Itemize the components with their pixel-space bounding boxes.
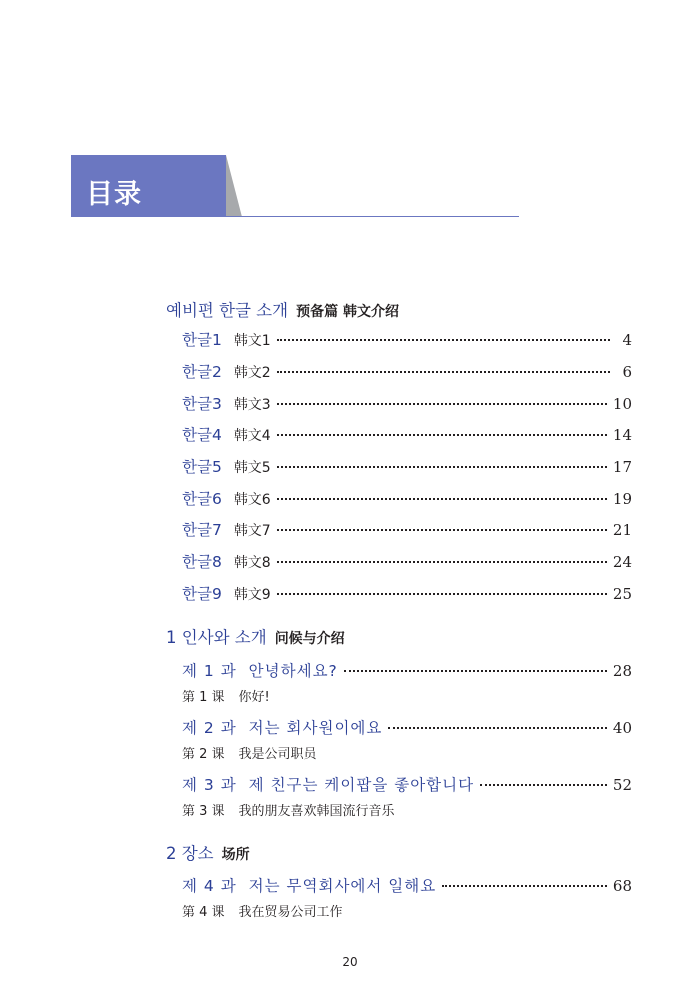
entry-label: 한글6 [182,490,222,508]
entry-page: 25 [612,585,632,603]
lesson-title: 저는 무역회사에서 일해요 [248,877,437,895]
dot-leader [277,497,607,500]
toc-entry[interactable] [182,773,632,793]
entry-label: 한글4 [182,426,222,444]
entry-page: 21 [612,521,632,539]
entry-label: 한글2 [182,363,222,381]
lesson-title: 저는 회사원이에요 [248,719,383,737]
lesson-subtitle [182,901,343,920]
lesson-title: 제 친구는 케이팝을 좋아합니다 [248,776,475,794]
lesson-label: 제 3 과 [182,776,237,794]
entry-label: 한글9 [182,585,222,603]
dot-leader [277,433,607,436]
toc-entry[interactable] [182,518,632,538]
toc-entry[interactable] [182,659,632,679]
lesson-label: 제 2 과 [182,719,237,737]
page-title: 目录 [86,179,142,210]
lesson-label-cn: 第 1 课 [182,690,225,705]
entry-page: 68 [612,877,632,895]
dot-leader [442,884,607,887]
dot-leader [277,402,607,405]
dot-leader [277,560,607,563]
lesson-title-cn: 我在贸易公司工作 [238,905,343,920]
section-title-cn: 场所 [221,847,250,863]
lesson-label-cn: 第 2 课 [182,747,225,762]
lesson-subtitle [182,800,395,819]
entry-label: 한글8 [182,553,222,571]
toc-entry[interactable] [182,582,632,602]
dot-leader [388,726,607,729]
dot-leader [344,669,607,672]
entry-title: 韩文9 [233,587,271,603]
dot-leader [277,370,610,373]
entry-title: 韩文7 [233,523,271,539]
dot-leader [277,528,607,531]
entry-title: 韩文2 [233,365,271,381]
entry-title: 韩文6 [233,492,271,508]
toc-entry[interactable] [182,874,632,894]
title-underline [71,216,519,217]
section-heading [166,624,345,648]
entry-title: 韩文1 [233,333,271,349]
section-title-ko: 예비편 한글 소개 [166,301,289,320]
entry-page: 4 [622,331,632,349]
title-tab-fold [226,155,242,217]
dot-leader [480,783,607,786]
toc-entry[interactable] [182,360,632,380]
page-number: 20 [342,955,358,969]
dot-leader [277,338,610,341]
toc-entry[interactable] [182,487,632,507]
section-title-cn: 预备篇 韩文介绍 [296,304,399,320]
section-title-cn: 问候与介绍 [274,631,345,647]
toc-entry[interactable] [182,716,632,736]
toc-entry[interactable] [182,328,632,348]
entry-label: 한글7 [182,521,222,539]
lesson-label-cn: 第 3 课 [182,804,225,819]
entry-page: 19 [612,490,632,508]
dot-leader [277,465,607,468]
lesson-title-cn: 我的朋友喜欢韩国流行音乐 [238,804,395,819]
section-title-ko: 1 인사와 소개 [166,628,267,647]
lesson-title-cn: 我是公司职员 [238,747,317,762]
toc-entry[interactable] [182,423,632,443]
lesson-subtitle [182,743,317,762]
dot-leader [277,592,607,595]
lesson-label: 제 1 과 [182,662,237,680]
lesson-label-cn: 第 4 课 [182,905,225,920]
entry-page: 6 [622,363,632,381]
entry-label: 한글3 [182,395,222,413]
entry-page: 52 [612,776,632,794]
lesson-label: 제 4 과 [182,877,237,895]
entry-page: 10 [612,395,632,413]
section-title-ko: 2 장소 [166,844,214,863]
entry-page: 24 [612,553,632,571]
toc-entry[interactable] [182,392,632,412]
section-heading [166,297,399,321]
entry-title: 韩文4 [233,428,271,444]
lesson-title-cn: 你好! [238,690,270,705]
entry-page: 14 [612,426,632,444]
entry-page: 40 [612,719,632,737]
entry-title: 韩文8 [233,555,271,571]
entry-label: 한글5 [182,458,222,476]
entry-page: 28 [612,662,632,680]
section-heading [166,840,250,864]
entry-title: 韩文5 [233,460,271,476]
entry-title: 韩文3 [233,397,271,413]
toc-entry[interactable] [182,550,632,570]
entry-label: 한글1 [182,331,222,349]
lesson-title: 안녕하세요? [248,662,338,680]
entry-page: 17 [612,458,632,476]
lesson-subtitle [182,686,270,705]
toc-entry[interactable] [182,455,632,475]
